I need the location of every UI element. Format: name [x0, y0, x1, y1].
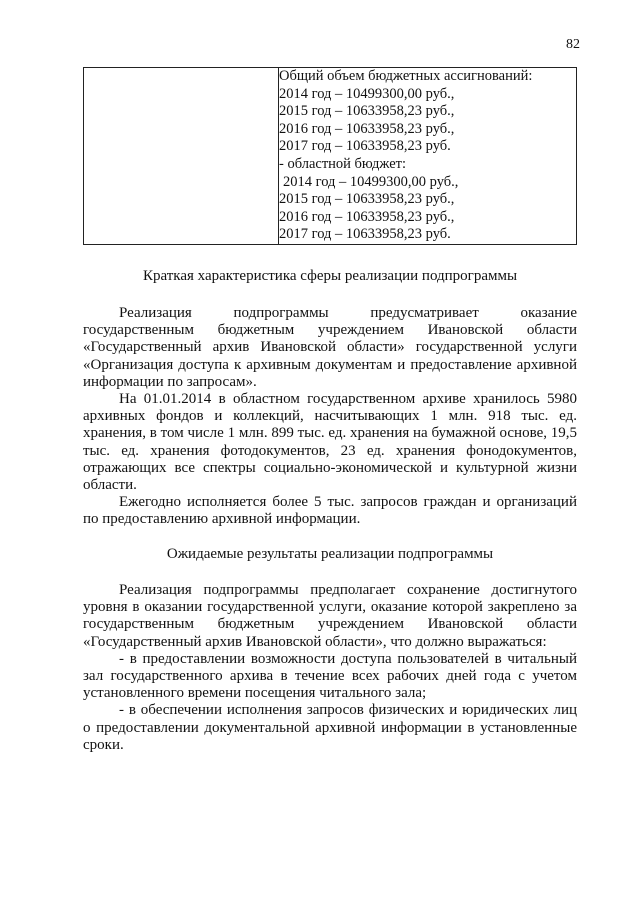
table-row	[84, 68, 577, 245]
section-body-characteristics	[83, 305, 577, 529]
paragraph: Реализация подпрограммы предполагает сохранение достигнутого уровня в оказании государственной услуги, оказание которой закреплено за государственным бюджетным учреждением Ивановской области «Государственный архив Ивановской области», что должно выражаться:	[83, 582, 577, 650]
budget-line-2014: 2014 год – 10499300,00 руб.,	[279, 85, 455, 102]
section-body-results	[83, 582, 577, 754]
regional-budget-heading: - областной бюджет:	[279, 155, 407, 172]
section-heading-results: Ожидаемые результаты реализации подпрограммы	[166, 546, 494, 562]
list-item: - в предоставлении возможности доступа пользователей в читальный зал государственного архива в течение всех рабочих дней года с учетом установленного времени посещения читального зала;	[83, 650, 577, 702]
regional-line-2017: 2017 год – 10633958,23 руб.	[279, 226, 451, 243]
budget-table	[83, 67, 577, 245]
budget-line-2015: 2015 год – 10633958,23 руб.,	[279, 103, 455, 120]
budget-label-cell	[84, 68, 279, 245]
paragraph: Реализация подпрограммы предусматривает оказание государственным бюджетным учреждением Ивановской области «Государственный архив Ивановской области» государственной услуги «Организация доступа к архивным документам и предоставление архивной информации по запросам».	[83, 305, 577, 390]
budget-line-2017: 2017 год – 10633958,23 руб.	[279, 138, 451, 155]
regional-line-2016: 2016 год – 10633958,23 руб.,	[279, 208, 455, 225]
regional-line-2014: 2014 год – 10499300,00 руб.,	[283, 173, 459, 190]
page-number: 82	[566, 37, 580, 52]
section-heading-characteristics: Краткая характеристика сферы реализации подпрограммы	[142, 268, 518, 284]
budget-line-2016: 2016 год – 10633958,23 руб.,	[279, 120, 455, 137]
paragraph: Ежегодно исполняется более 5 тыс. запросов граждан и организаций по предоставлению архивной информации.	[83, 494, 577, 528]
budget-total-heading: Общий объем бюджетных ассигнований:	[279, 68, 533, 84]
list-item: - в обеспечении исполнения запросов физических и юридических лиц о предоставлении документальной архивной информации в установленные сроки.	[83, 702, 577, 753]
budget-value-cell	[279, 68, 577, 245]
regional-line-2015: 2015 год – 10633958,23 руб.,	[279, 191, 455, 208]
paragraph: На 01.01.2014 в областном государственном архиве хранилось 5980 архивных фондов и коллекций, насчитывающих 1 млн. 918 тыс. ед. хранения, в том числе 1 млн. 899 тыс. ед. хранения на бумажной основе, 19,5 тыс. ед. хранения фотодокументов, 23 ед. хранения фонодокументов, отражающих все спектры социально-экономической и культурной жизни области.	[83, 391, 577, 494]
